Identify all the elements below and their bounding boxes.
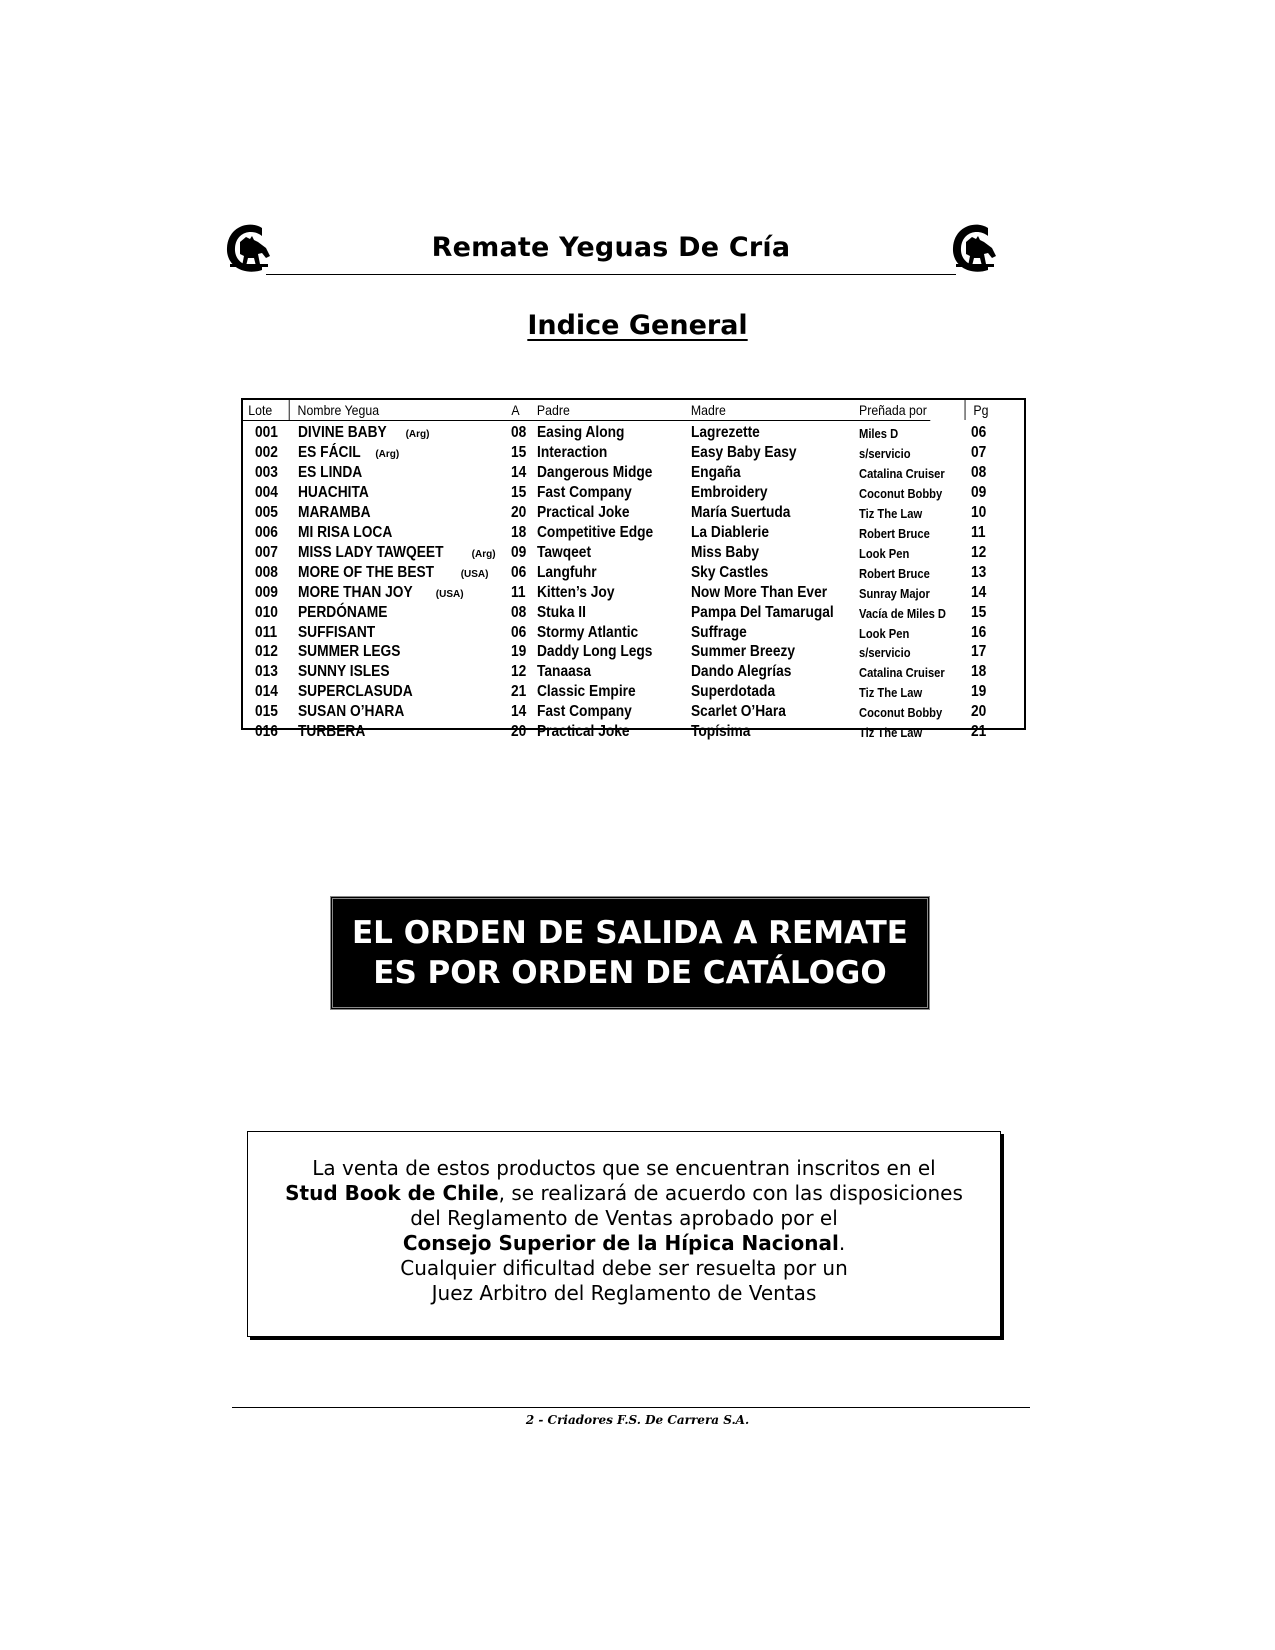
cell-prenada — [859, 506, 932, 521]
notice-bold: Stud Book de Chile — [285, 1181, 499, 1205]
cell-madre — [691, 683, 789, 701]
cell-text: Catalina Cruiser — [859, 465, 945, 481]
banner-line: EL ORDEN DE SALIDA A REMATE — [351, 915, 908, 951]
cell-prenada — [859, 645, 919, 660]
cell-text: 18 — [511, 523, 527, 541]
cell-text: Miles D — [859, 426, 899, 441]
cell-text: Tiz The Law — [859, 505, 923, 521]
table-row — [243, 643, 1024, 663]
cell-text: 20 — [511, 723, 527, 741]
cell-a — [511, 604, 529, 622]
cell-pg — [971, 624, 989, 642]
cell-text: MORE OF THE BEST — [298, 563, 435, 581]
cell-text: Coconut Bobby — [859, 705, 943, 721]
page-header — [222, 218, 1000, 280]
cell-text: 12 — [971, 543, 987, 561]
cell-text: MISS LADY TAWQEET — [298, 543, 444, 561]
cell-text: 016 — [255, 723, 278, 741]
cell-text: ES FÁCIL — [298, 443, 361, 461]
cell-pg — [971, 643, 989, 661]
cell-pg — [971, 504, 989, 522]
cell-nombre — [298, 504, 382, 522]
cell-text: 21 — [511, 683, 527, 701]
cell-text: Now More Than Ever — [691, 583, 828, 601]
cell-text: DIVINE BABY — [298, 424, 387, 441]
cell-lote — [255, 663, 282, 681]
cell-text: Superdotada — [691, 683, 776, 701]
cell-text: s/servicio — [859, 445, 911, 461]
cell-text: Sunray Major — [859, 585, 930, 601]
cell-a — [511, 663, 529, 681]
cell-text: 06 — [511, 623, 527, 641]
cell-madre — [691, 703, 801, 721]
cell-text: 19 — [511, 643, 527, 661]
cell-text: Langfuhr — [537, 563, 597, 581]
table-row — [243, 464, 1024, 484]
cell-prenada — [859, 705, 956, 720]
cell-a — [511, 643, 529, 661]
origin-tag: (Arg) — [375, 448, 400, 460]
cell-prenada — [859, 606, 960, 621]
origin-tag: (USA) — [460, 568, 489, 580]
cell-text: 008 — [255, 563, 278, 581]
cell-nombre — [298, 624, 388, 642]
cell-pg — [971, 544, 989, 562]
cell-text: 013 — [255, 663, 278, 681]
cell-prenada — [859, 626, 918, 641]
cell-pg — [971, 604, 989, 622]
cell-padre — [537, 564, 606, 582]
cell-a — [511, 464, 529, 482]
cell-text: Stormy Atlantic — [537, 623, 639, 641]
cell-padre — [537, 484, 647, 502]
cell-text: 09 — [511, 543, 527, 561]
footer-rule — [232, 1407, 1030, 1408]
cell-lote — [255, 544, 282, 562]
cell-nombre — [298, 604, 402, 622]
col-madre: Madre — [690, 402, 726, 418]
table-row — [243, 703, 1024, 723]
notice-text: . — [838, 1231, 846, 1255]
table-row — [243, 444, 1024, 464]
cell-text: Scarlet O’Hara — [691, 703, 786, 721]
cell-madre — [691, 484, 780, 502]
cell-nombre — [298, 663, 404, 681]
origin-tag: (Arg) — [405, 429, 430, 440]
cell-nombre — [298, 683, 431, 701]
cell-text: MARAMBA — [298, 503, 371, 521]
cell-text: ES LINDA — [298, 463, 363, 481]
cell-madre — [691, 424, 771, 442]
cell-text: Robert Bruce — [859, 525, 930, 541]
cell-text: 20 — [971, 703, 987, 721]
col-prenada: Preñada por — [859, 402, 927, 418]
cell-text: 015 — [255, 703, 278, 721]
cell-text: SUMMER LEGS — [298, 643, 401, 661]
cell-text: Tiz The Law — [859, 685, 923, 701]
cell-padre — [537, 464, 671, 482]
cell-a — [511, 723, 529, 741]
cell-nombre — [298, 564, 488, 582]
cell-text: 21 — [971, 723, 987, 741]
cell-text: 14 — [971, 583, 987, 601]
cell-prenada — [859, 486, 956, 501]
cell-pg — [971, 683, 989, 701]
origin-tag: (USA) — [435, 588, 464, 600]
cell-prenada — [859, 426, 905, 441]
cell-padre — [537, 643, 671, 661]
origin-tag: (Arg) — [471, 548, 496, 560]
table-row — [243, 504, 1024, 524]
cell-text: 005 — [255, 503, 278, 521]
cell-text: 007 — [255, 543, 278, 561]
cell-madre — [691, 564, 781, 582]
col-a: A — [511, 402, 520, 418]
index-table — [241, 398, 1026, 741]
cell-nombre — [298, 464, 373, 482]
cell-text: SUSAN O’HARA — [298, 703, 405, 721]
cell-text: Competitive Edge — [537, 523, 654, 541]
cell-text: 006 — [255, 523, 278, 541]
cell-lote — [255, 484, 282, 502]
cell-a — [511, 484, 529, 502]
cell-text: 14 — [511, 463, 527, 481]
cell-pg — [971, 424, 989, 442]
cell-a — [511, 584, 528, 602]
table-row — [243, 544, 1024, 564]
cell-nombre — [298, 584, 464, 602]
cell-text: 001 — [255, 424, 278, 441]
table-row — [243, 683, 1024, 703]
cell-text: 009 — [255, 583, 278, 601]
cell-prenada — [859, 586, 941, 601]
cell-text: Summer Breezy — [691, 643, 796, 661]
table-row — [243, 424, 1024, 444]
cell-lote — [255, 524, 282, 542]
table-row — [243, 564, 1024, 584]
cell-text: MI RISA LOCA — [298, 523, 393, 541]
cell-text: Easy Baby Easy — [691, 443, 797, 461]
cell-padre — [537, 703, 647, 721]
cell-text: Tawqeet — [537, 543, 592, 561]
cell-text: Fast Company — [537, 483, 632, 501]
cell-prenada — [859, 526, 941, 541]
cell-lote — [255, 464, 282, 482]
cell-pg — [971, 524, 988, 542]
cell-lote — [255, 444, 282, 462]
cell-text: Interaction — [537, 443, 608, 461]
cell-text: Sky Castles — [691, 563, 769, 581]
header-divider — [289, 400, 290, 420]
cell-text: Classic Empire — [537, 683, 636, 701]
header-rule — [266, 274, 956, 275]
table-row — [243, 584, 1024, 604]
cell-madre — [691, 663, 808, 681]
cell-madre — [691, 604, 857, 622]
cell-lote — [255, 643, 282, 661]
col-nombre: Nombre Yegua — [297, 402, 380, 418]
cell-pg — [971, 484, 989, 502]
cell-text: 17 — [971, 643, 987, 661]
cell-text: s/servicio — [859, 645, 911, 661]
cell-nombre — [298, 723, 376, 741]
header-divider — [965, 400, 966, 420]
cell-text: Look Pen — [859, 545, 910, 561]
cell-text: Lagrezette — [691, 424, 760, 441]
notice-line — [248, 1231, 1000, 1256]
notice-banner — [330, 896, 930, 1010]
cell-text: 012 — [255, 643, 278, 661]
cell-a — [511, 524, 529, 542]
cell-text: 06 — [971, 424, 987, 441]
table-row — [243, 663, 1024, 683]
cell-pg — [971, 444, 989, 462]
cell-nombre — [298, 484, 380, 502]
header-title: Remate Yeguas De Cría — [431, 232, 791, 263]
cell-lote — [255, 723, 282, 741]
notice-line: del Reglamento de Ventas aprobado por el — [410, 1206, 838, 1230]
cell-text: Tiz The Law — [859, 725, 923, 741]
cell-text: 011 — [255, 623, 278, 641]
cell-padre — [537, 504, 645, 522]
cell-madre — [691, 524, 782, 542]
cell-nombre — [298, 544, 496, 562]
cell-padre — [537, 683, 652, 701]
cell-text: Practical Joke — [537, 723, 630, 741]
cell-padre — [537, 424, 639, 442]
cell-prenada — [859, 466, 959, 481]
cell-text: MORE THAN JOY — [298, 583, 413, 601]
cell-text: Dangerous Midge — [537, 463, 653, 481]
cell-lote — [255, 604, 282, 622]
cell-lote — [255, 703, 282, 721]
cell-prenada — [859, 725, 932, 740]
cell-pg — [971, 703, 989, 721]
col-lote: Lote — [248, 402, 273, 418]
table-header — [243, 400, 989, 421]
cell-lote — [255, 683, 282, 701]
cell-pg — [971, 723, 989, 741]
cell-lote — [255, 624, 281, 642]
cell-text: 010 — [255, 603, 278, 621]
cell-a — [511, 544, 529, 562]
cell-text: 15 — [511, 483, 527, 501]
cell-madre — [691, 444, 814, 462]
cell-padre — [537, 624, 655, 642]
cell-text: Vacía de Miles D — [859, 605, 947, 621]
cell-text: TURBERA — [298, 723, 366, 741]
cell-a — [511, 683, 529, 701]
cell-text: Coconut Bobby — [859, 485, 943, 501]
cell-text: Easing Along — [537, 424, 625, 441]
cell-a — [511, 424, 529, 442]
cell-text: 14 — [511, 703, 527, 721]
cell-text: 20 — [511, 503, 527, 521]
cell-text: 13 — [971, 563, 987, 581]
cell-text: Look Pen — [859, 625, 910, 641]
cell-text: PERDÓNAME — [298, 603, 388, 621]
table-row — [243, 524, 1024, 544]
cell-text: 003 — [255, 463, 278, 481]
cell-madre — [691, 643, 812, 661]
cell-madre — [691, 584, 849, 602]
cell-text: SUPERCLASUDA — [298, 683, 413, 701]
cell-prenada — [859, 566, 941, 581]
cell-text: 08 — [511, 603, 527, 621]
cell-lote — [255, 504, 282, 522]
cell-pg — [971, 584, 989, 602]
cell-text: 10 — [971, 503, 987, 521]
notice-line: La venta de estos productos que se encuentran inscritos en el — [312, 1156, 936, 1180]
cell-prenada — [859, 446, 919, 461]
cell-text: Miss Baby — [691, 543, 760, 561]
cell-text: María Suertuda — [691, 503, 791, 521]
cell-text: 08 — [971, 463, 987, 481]
cell-lote — [255, 584, 282, 602]
cell-text: 11 — [971, 523, 986, 541]
col-pg: Pg — [973, 402, 989, 418]
notice-text: , se realizará de acuerdo con las disposiciones — [498, 1181, 963, 1205]
cell-text: Suffrage — [691, 623, 747, 641]
table-row — [243, 604, 1024, 624]
cell-text: 014 — [255, 683, 278, 701]
cell-text: 07 — [971, 443, 987, 461]
cell-pg — [971, 564, 989, 582]
table-row — [243, 723, 1024, 743]
table-row — [243, 484, 1024, 504]
cell-lote — [255, 424, 282, 442]
cell-text: 08 — [511, 424, 527, 441]
cell-text: 15 — [511, 443, 527, 461]
col-padre: Padre — [536, 402, 570, 418]
index-title: Indice General — [527, 310, 748, 341]
cell-text: SUNNY ISLES — [298, 663, 390, 681]
cell-text: Topísima — [691, 723, 751, 741]
cell-padre — [537, 444, 619, 462]
cell-a — [511, 703, 529, 721]
cell-madre — [691, 544, 770, 562]
cell-text: Engaña — [691, 463, 741, 481]
cell-padre — [537, 723, 645, 741]
cell-madre — [691, 624, 756, 642]
cell-nombre — [298, 703, 422, 721]
cell-text: 15 — [971, 603, 987, 621]
cell-nombre — [298, 424, 429, 442]
cell-text: 16 — [971, 623, 987, 641]
horse-logo-icon — [948, 220, 1000, 276]
cell-text: Daddy Long Legs — [537, 643, 653, 661]
cell-nombre — [298, 444, 399, 462]
cell-text: 11 — [511, 583, 526, 601]
cell-padre — [537, 584, 627, 602]
cell-a — [511, 444, 529, 462]
notice-bold: Consejo Superior de la Hípica Nacional — [402, 1231, 839, 1255]
cell-text: 12 — [511, 663, 527, 681]
cell-text: Practical Joke — [537, 503, 630, 521]
cell-text: Fast Company — [537, 703, 632, 721]
cell-text: Kitten’s Joy — [537, 583, 615, 601]
cell-nombre — [298, 524, 408, 542]
notice-line: Juez Arbitro del Reglamento de Ventas — [431, 1281, 817, 1305]
cell-text: 09 — [971, 483, 987, 501]
cell-text: Stuka II — [537, 603, 586, 621]
cell-text: Robert Bruce — [859, 565, 930, 581]
cell-pg — [971, 464, 989, 482]
cell-text: Dando Alegrías — [691, 663, 792, 681]
cell-padre — [537, 544, 600, 562]
table-row — [243, 624, 1024, 644]
cell-lote — [255, 564, 282, 582]
banner-line: ES POR ORDEN DE CATÁLOGO — [373, 955, 887, 991]
cell-text: 004 — [255, 483, 278, 501]
cell-text: HUACHITA — [298, 483, 369, 501]
notice-line: Cualquier dificultad debe ser resuelta por un — [400, 1256, 848, 1280]
cell-prenada — [859, 685, 932, 700]
legal-notice — [247, 1131, 1001, 1337]
cell-padre — [537, 524, 672, 542]
cell-a — [511, 564, 529, 582]
cell-text: La Diablerie — [691, 523, 770, 541]
cell-text: Catalina Cruiser — [859, 665, 945, 681]
cell-nombre — [298, 643, 417, 661]
notice-line — [248, 1181, 1000, 1206]
cell-text: Pampa Del Tamarugal — [691, 603, 834, 621]
cell-madre — [691, 464, 749, 482]
cell-text: SUFFISANT — [298, 623, 376, 641]
cell-text: Embroidery — [691, 483, 768, 501]
cell-padre — [537, 663, 600, 681]
cell-text: 06 — [511, 563, 527, 581]
cell-a — [511, 624, 529, 642]
cell-padre — [537, 604, 594, 622]
cell-madre — [691, 504, 807, 522]
cell-pg — [971, 663, 989, 681]
cell-prenada — [859, 546, 918, 561]
page-footer: 2 - Criadores F.S. De Carrera S.A. — [525, 1413, 750, 1427]
cell-madre — [691, 723, 760, 741]
cell-a — [511, 504, 529, 522]
cell-text: Tanaasa — [537, 663, 592, 681]
cell-prenada — [859, 665, 959, 680]
cell-text: 19 — [971, 683, 987, 701]
cell-text: 002 — [255, 443, 278, 461]
cell-text: 18 — [971, 663, 987, 681]
